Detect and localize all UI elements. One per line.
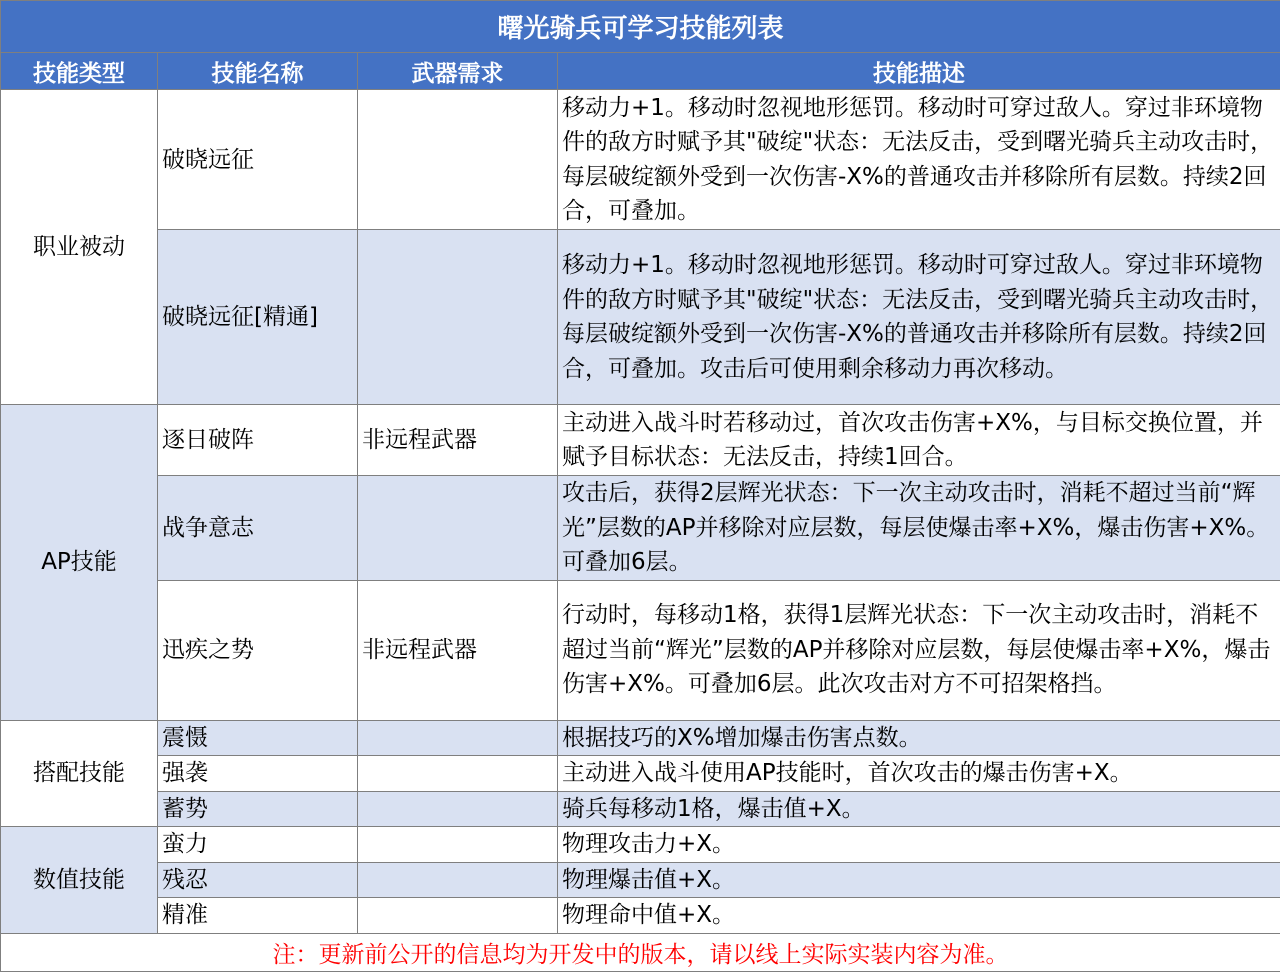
table-row <box>1 580 1280 720</box>
skill-weapon <box>358 720 558 756</box>
group-combo: 搭配技能 <box>1 720 158 827</box>
skill-desc: 攻击后，获得2层辉光状态：下一次主动攻击时，消耗不超过当前“辉光”层数的AP并移除对应层数，每层使爆击率+X%，爆击伤害+X%。可叠加6层。 <box>558 476 1280 581</box>
skill-desc: 移动力+1。移动时忽视地形惩罚。移动时可穿过敌人。穿过非环境物件的敌方时赋予其"破绽"状态：无法反击，受到曙光骑兵主动攻击时，每层破绽额外受到一次伤害-X%的普通攻击并移除所有层数。持续2回合，可叠加。攻击后可使用剩余移动力再次移动。 <box>558 230 1280 405</box>
skill-weapon <box>358 862 558 898</box>
header-desc: 技能描述 <box>558 53 1280 90</box>
table-row <box>1 230 1280 405</box>
skill-name: 逐日破阵 <box>158 405 358 476</box>
skill-desc: 骑兵每移动1格，爆击值+X。 <box>558 791 1280 827</box>
table-row <box>1 898 1280 934</box>
skill-name: 破晓远征[精通] <box>158 230 358 405</box>
header-type: 技能类型 <box>1 53 158 90</box>
skill-weapon <box>358 90 558 230</box>
table-row <box>1 756 1280 792</box>
skill-name: 迅疾之势 <box>158 580 358 720</box>
skill-weapon <box>358 827 558 863</box>
skill-name: 蓄势 <box>158 791 358 827</box>
skill-desc: 行动时，每移动1格，获得1层辉光状态：下一次主动攻击时，消耗不超过当前“辉光”层数的AP并移除对应层数，每层使爆击率+X%，爆击伤害+X%。可叠加6层。此次攻击对方不可招架格挡。 <box>558 580 1280 720</box>
skill-name: 蛮力 <box>158 827 358 863</box>
table-row <box>1 90 1280 230</box>
table-row <box>1 791 1280 827</box>
skill-weapon <box>358 756 558 792</box>
skill-desc: 物理攻击力+X。 <box>558 827 1280 863</box>
skill-name: 战争意志 <box>158 476 358 581</box>
group-stat: 数值技能 <box>1 827 158 934</box>
table-row <box>1 720 1280 756</box>
group-ap: AP技能 <box>1 405 158 721</box>
skill-weapon: 非远程武器 <box>358 405 558 476</box>
header-name: 技能名称 <box>158 53 358 90</box>
skill-name: 破晓远征 <box>158 90 358 230</box>
skill-name: 震慑 <box>158 720 358 756</box>
table-row <box>1 862 1280 898</box>
group-passive: 职业被动 <box>1 90 158 405</box>
skill-desc: 物理爆击值+X。 <box>558 862 1280 898</box>
table-title: 曙光骑兵可学习技能列表 <box>1 1 1280 53</box>
header-weapon: 武器需求 <box>358 53 558 90</box>
skill-desc: 物理命中值+X。 <box>558 898 1280 934</box>
skill-name: 精准 <box>158 898 358 934</box>
skill-name: 强袭 <box>158 756 358 792</box>
skill-weapon <box>358 476 558 581</box>
skill-weapon <box>358 230 558 405</box>
skill-desc: 主动进入战斗时若移动过，首次攻击伤害+X%，与目标交换位置，并赋予目标状态：无法反击，持续1回合。 <box>558 405 1280 476</box>
skill-desc: 主动进入战斗使用AP技能时，首次攻击的爆击伤害+X。 <box>558 756 1280 792</box>
skill-weapon: 非远程武器 <box>358 580 558 720</box>
table-row <box>1 405 1280 476</box>
skill-weapon <box>358 898 558 934</box>
skill-name: 残忍 <box>158 862 358 898</box>
disclaimer-note: 注：更新前公开的信息均为开发中的版本，请以线上实际实装内容为准。 <box>1 933 1280 971</box>
skill-desc: 移动力+1。移动时忽视地形惩罚。移动时可穿过敌人。穿过非环境物件的敌方时赋予其"破绽"状态：无法反击，受到曙光骑兵主动攻击时，每层破绽额外受到一次伤害-X%的普通攻击并移除所有层数。持续2回合，可叠加。 <box>558 90 1280 230</box>
table-row <box>1 476 1280 581</box>
skill-desc: 根据技巧的X%增加爆击伤害点数。 <box>558 720 1280 756</box>
table-row <box>1 827 1280 863</box>
skill-weapon <box>358 791 558 827</box>
